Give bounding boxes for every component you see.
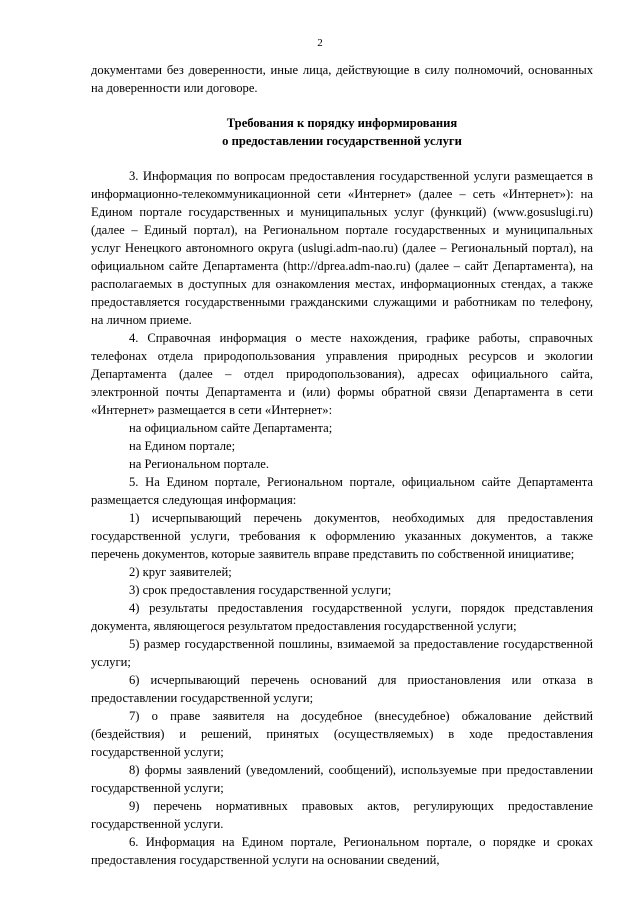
list-item-5: 5) размер государственной пошлины, взимаемой за предоставление государственной услуги; bbox=[91, 637, 593, 669]
list-item-4: 4) результаты предоставления государственной услуги, порядок представления документа, являющегося результатом предоставления государственной услуги; bbox=[91, 601, 593, 633]
section-heading bbox=[91, 114, 593, 150]
page-number: 2 bbox=[317, 37, 323, 49]
paragraph-5: 5. На Едином портале, Региональном портале, официальном сайте Департамента размещается следующая информация: bbox=[91, 475, 593, 507]
list-item-2: 2) круг заявителей; bbox=[129, 565, 232, 579]
list-item-unified-portal: на Едином портале; bbox=[129, 439, 236, 453]
section-heading-line-2: о предоставлении государственной услуги bbox=[222, 134, 462, 148]
list-item-3: 3) срок предоставления государственной услуги; bbox=[129, 583, 392, 597]
document-body bbox=[91, 61, 593, 869]
list-item-official-site: на официальном сайте Департамента; bbox=[129, 421, 333, 435]
list-item-1: 1) исчерпывающий перечень документов, необходимых для предоставления государственной услуги, требования к оформлению указанных документов, а также перечень документов, которые заявитель вправе представить по собственной инициативе; bbox=[91, 511, 593, 561]
section-heading-line-1: Требования к порядку информирования bbox=[226, 116, 458, 130]
list-item-6: 6) исчерпывающий перечень оснований для приостановления или отказа в предоставлении государственной услуги; bbox=[91, 673, 593, 705]
list-item-7: 7) о праве заявителя на досудебное (внесудебное) обжалование действий (бездействия) и решений, принятых (осуществляемых) в ходе предоставления государственной услуги; bbox=[91, 709, 593, 759]
list-item-8: 8) формы заявлений (уведомлений, сообщений), используемые при предоставлении государственной услуги; bbox=[91, 763, 593, 795]
paragraph-6: 6. Информация на Едином портале, Региональном портале, о порядке и сроках предоставления государственной услуги на основании сведений, bbox=[91, 835, 593, 867]
list-item-regional-portal: на Региональном портале. bbox=[129, 457, 270, 471]
intro-paragraph: документами без доверенности, иные лица, действующие в силу полномочий, основанных на доверенности или договоре. bbox=[91, 63, 593, 95]
paragraph-3: 3. Информация по вопросам предоставления государственной услуги размещается в информационно-телекоммуникационной сети «Интернет» (далее – сеть «Интернет»): на Едином портале государственных и муниципальных услуг (функций) (www.gosuslugi.ru) (далее – Единый портал), на Региональном портале государственных и муниципальных услуг Ненецкого автономного округа (uslugi.adm-nao.ru) (далее – Региональный портал), на официальном сайте Департамента (http://dprea.adm-nao.ru) (далее – сайт Департамента), на располагаемых в доступных для ознакомления местах, информационных стендах, а также предоставляется государственными гражданскими служащими и работникам по телефону, на личном приеме. bbox=[91, 169, 593, 327]
list-item-9: 9) перечень нормативных правовых актов, регулирующих предоставление государственной услуги. bbox=[91, 799, 593, 831]
paragraph-4: 4. Справочная информация о месте нахождения, графике работы, справочных телефонах отдела природопользования управления природных ресурсов и экологии Департамента (далее – отдел природопользования), адресах официального сайта, электронной почты Департамента и (или) формы обратной связи Департамента в сети «Интернет» размещается в сети «Интернет»: bbox=[91, 331, 593, 417]
